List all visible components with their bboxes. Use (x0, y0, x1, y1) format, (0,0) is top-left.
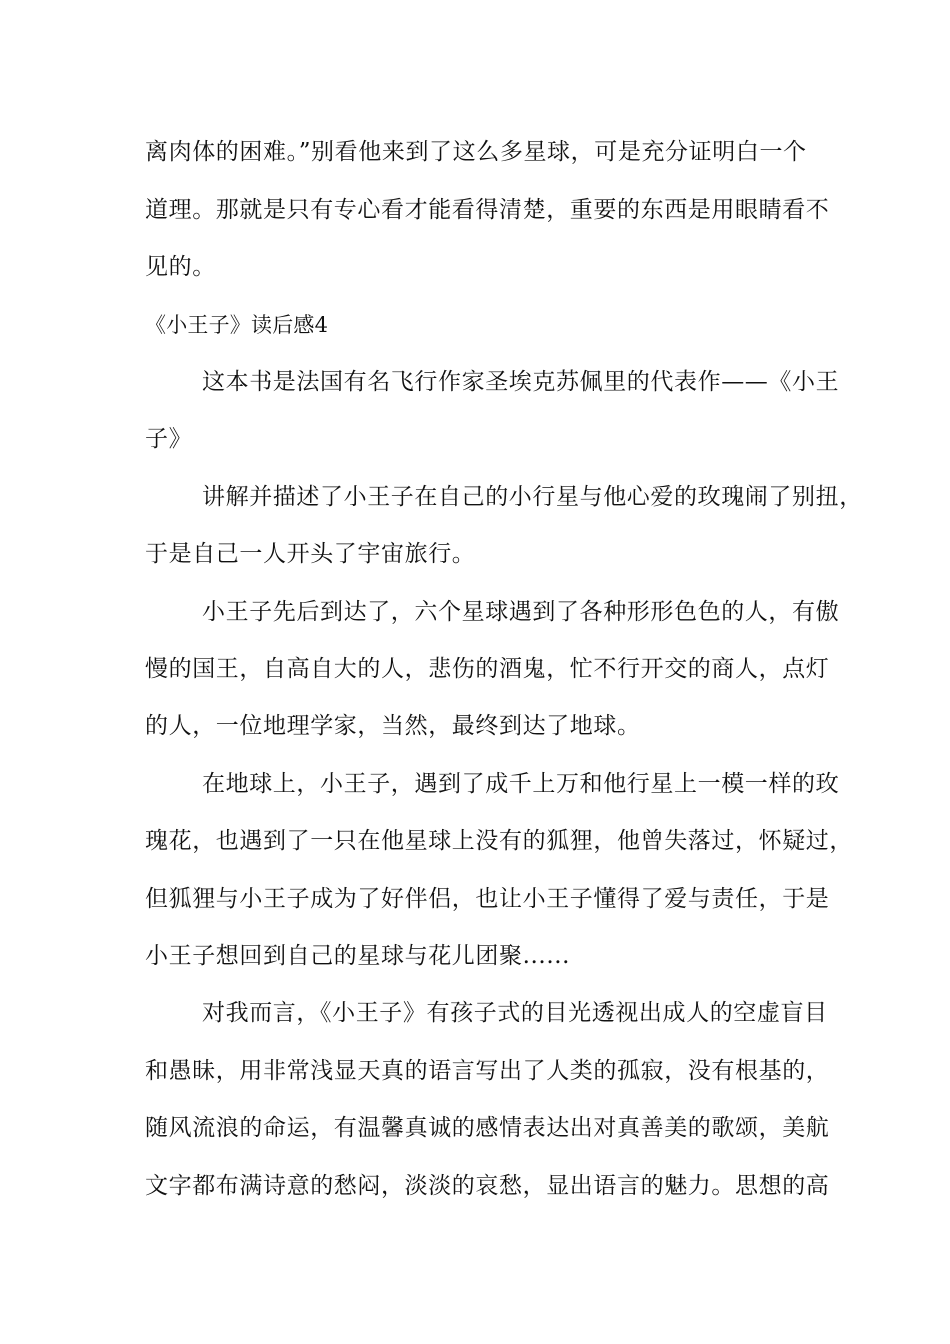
body-text-line: 瑰花，也遇到了一只在他星球上没有的狐狸，他曾失落过，怀疑过， (145, 828, 853, 854)
body-text-line: 但狐狸与小王子成为了好伴侣，也让小王子懂得了爱与责任，于是 (145, 886, 830, 912)
body-text-line: 见的。 (145, 254, 216, 280)
body-text-line: 随风流浪的命运，有温馨真诚的感情表达出对真善美的歌颂，美航 (145, 1115, 830, 1141)
paragraph-first-line: 在地球上，小王子，遇到了成千上万和他行星上一模一样的玫 (202, 771, 840, 797)
body-text-line: 小王子想回到自己的星球与花儿团聚...... (145, 943, 571, 969)
body-text-line: 于是自己一人开头了宇宙旅行。 (145, 541, 476, 567)
section-heading: 《小王子》读后感4 (145, 313, 329, 337)
paragraph-first-line: 小王子先后到达了，六个星球遇到了各种形形色色的人，有傲 (202, 599, 840, 625)
body-text-line: 离肉体的困难。”别看他来到了这么多星球，可是充分证明白一个 (145, 139, 807, 165)
body-text-line: 文字都布满诗意的愁闷，淡淡的哀愁，显出语言的魅力。思想的高 (145, 1173, 830, 1199)
body-text-line: 的人，一位地理学家，当然，最终到达了地球。 (145, 713, 641, 739)
paragraph-first-line: 对我而言，《小王子》有孩子式的目光透视出成人的空虚盲目 (202, 1000, 828, 1026)
body-text-line: 和愚昧，用非常浅显天真的语言写出了人类的孤寂，没有根基的， (145, 1058, 830, 1084)
paragraph-first-line: 这本书是法国有名飞行作家圣埃克苏佩里的代表作——《小王 (202, 369, 840, 395)
body-text-line: 慢的国王，自高自大的人，悲伤的酒鬼，忙不行开交的商人，点灯 (145, 656, 830, 682)
paragraph-first-line: 讲解并描述了小王子在自己的小行星与他心爱的玫瑰闹了别扭， (202, 484, 863, 510)
body-text-line: 子》 (145, 426, 193, 452)
body-text-line: 道理。那就是只有专心看才能看得清楚，重要的东西是用眼睛看不 (145, 197, 830, 223)
